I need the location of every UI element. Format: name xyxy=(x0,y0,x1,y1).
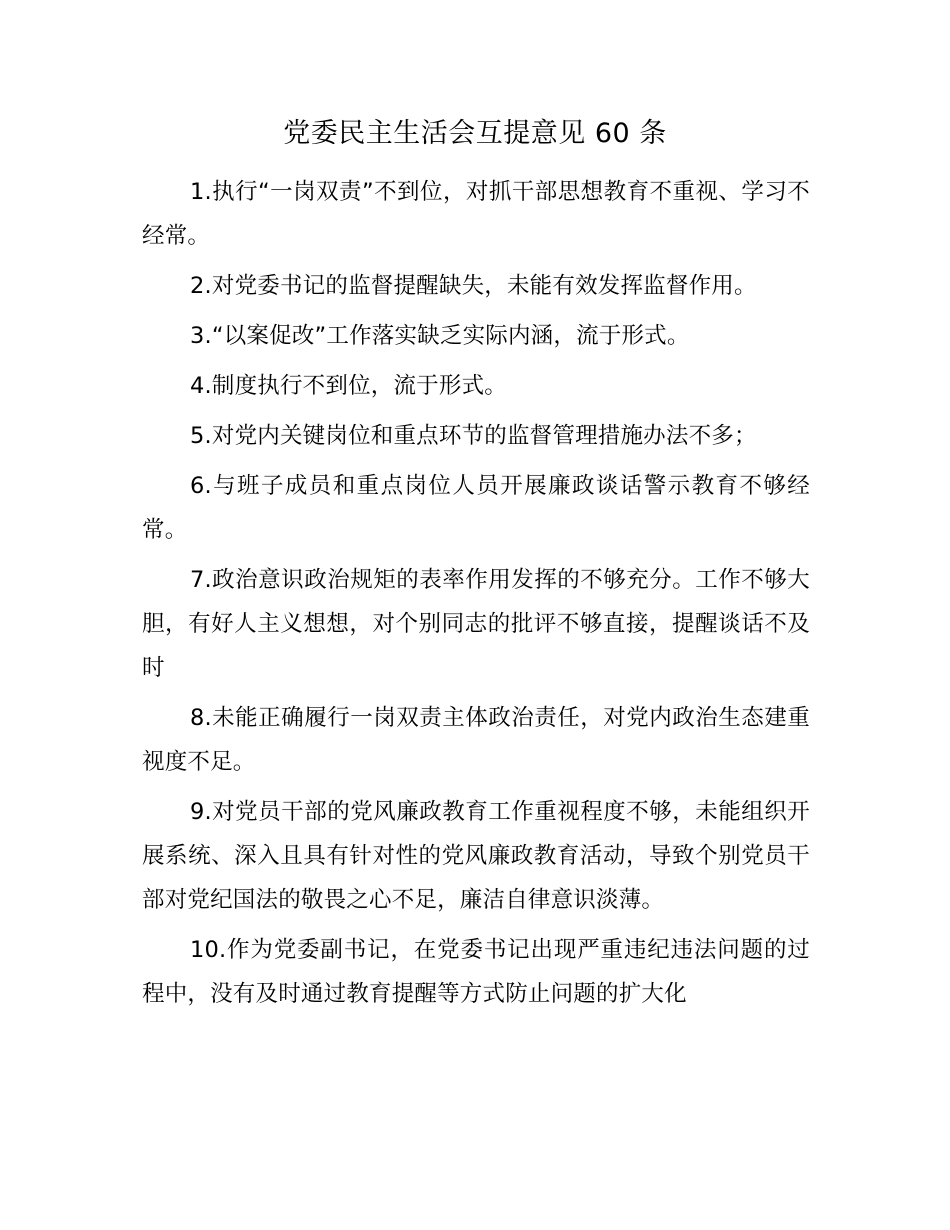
list-item: 7.政治意识政治规矩的表率作用发挥的不够充分。工作不够大胆，有好人主义想想，对个别同志的批评不够直接，提醒谈话不及时 xyxy=(142,567,810,681)
list-item: 9.对党员干部的党风廉政教育工作重视程度不够，未能组织开展系统、深入且具有针对性的党风廉政教育活动，导致个别党员干部对党纪国法的敬畏之心不足，廉洁自律意识淡薄。 xyxy=(142,799,810,913)
list-item: 3.“以案促改”工作落实缺乏实际内涵，流于形式。 xyxy=(190,323,690,349)
list-item: 5.对党内关键岗位和重点环节的监督管理措施办法不多； xyxy=(190,423,757,449)
list-item: 6.与班子成员和重点岗位人员开展廉政谈话警示教育不够经常。 xyxy=(142,473,810,543)
list-item: 4.制度执行不到位，流于形式。 xyxy=(190,373,507,399)
list-item: 2.对党委书记的监督提醒缺失，未能有效发挥监督作用。 xyxy=(190,273,757,299)
list-item: 8.未能正确履行一岗双责主体政治责任，对党内政治生态建重视度不足。 xyxy=(142,705,810,775)
list-item: 10.作为党委副书记，在党委书记出现严重违纪违法问题的过程中，没有及时通过教育提醒等方式防止问题的扩大化 xyxy=(142,937,810,1007)
document-body xyxy=(142,170,810,1022)
list-item: 1.执行“一岗双责”不到位，对抓干部思想教育不重视、学习不经常。 xyxy=(142,179,810,249)
document-title: 党委民主生活会互提意见 60 条 xyxy=(283,118,667,149)
